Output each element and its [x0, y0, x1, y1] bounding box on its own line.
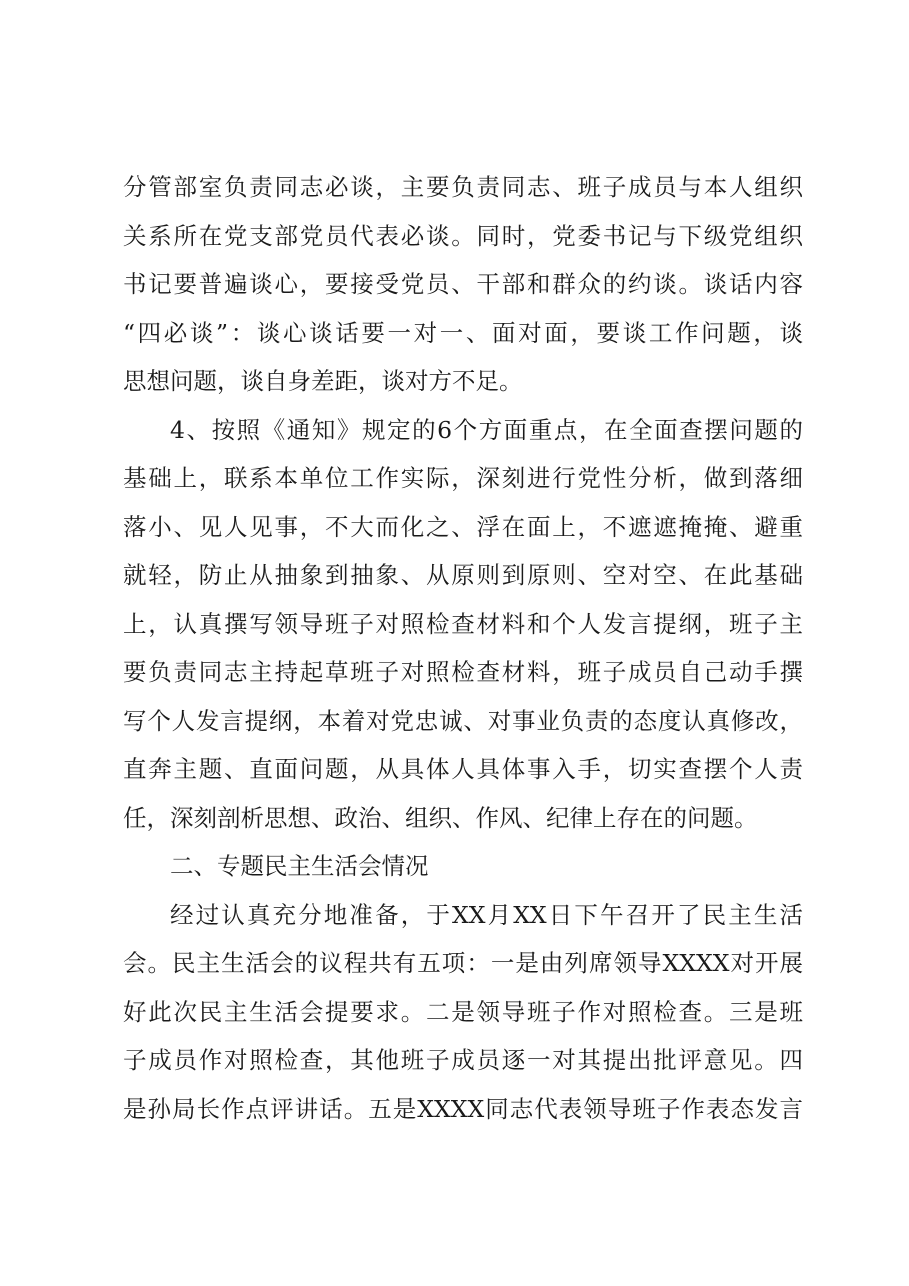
text-line: 分管部室负责同志必谈，主要负责同志、班子成员与本人组织	[123, 173, 803, 201]
paragraph-start-line: 4、按照《通知》规定的6个方面重点，在全面查摆问题的	[170, 415, 803, 444]
document-body	[123, 163, 803, 1133]
text-line: “四必谈”：谈心谈话要一对一、面对面，要谈工作问题，谈	[123, 318, 803, 347]
text-line: 任，深刻剖析思想、政治、组织、作风、纪律上存在的问题。	[123, 803, 758, 832]
text-line: 就轻，防止从抽象到抽象、从原则到原则、空对空、在此基础	[123, 561, 803, 589]
text-line: 落小、见人见事，不大而化之、浮在面上，不遮遮掩掩、避重	[123, 512, 803, 541]
text-line: 上，认真撰写领导班子对照检查材料和个人发言提纲，班子主	[123, 609, 803, 638]
text-line: 书记要普遍谈心，要接受党员、干部和群众的约谈。谈话内容	[123, 270, 803, 298]
text-line: 关系所在党支部党员代表必谈。同时，党委书记与下级党组织	[123, 221, 803, 250]
text-line: 是孙局长作点评讲话。五是XXXX同志代表领导班子作表态发言	[123, 1094, 803, 1123]
text-line: 子成员作对照检查，其他班子成员逐一对其提出批评意见。四	[123, 1046, 803, 1074]
text-line: 直奔主题、直面问题，从具体人具体事入手，切实查摆个人责	[123, 755, 803, 783]
text-line: 思想问题，谈自身差距，谈对方不足。	[123, 367, 523, 395]
text-line: 写个人发言提纲，本着对党忠诚、对事业负责的态度认真修改，	[123, 706, 803, 735]
text-line: 会。民主生活会的议程共有五项：一是由列席领导XXXX对开展	[123, 949, 803, 977]
text-line: 要负责同志主持起草班子对照检查材料，班子成员自己动手撰	[123, 658, 803, 686]
section-heading: 二、专题民主生活会情况	[170, 852, 429, 880]
text-line: 好此次民主生活会提要求。二是领导班子作对照检查。三是班	[123, 997, 803, 1026]
text-line: 基础上，联系本单位工作实际，深刻进行党性分析，做到落细	[123, 464, 803, 492]
paragraph-start-line: 经过认真充分地准备，于XX月XX日下午召开了民主生活	[170, 900, 803, 929]
